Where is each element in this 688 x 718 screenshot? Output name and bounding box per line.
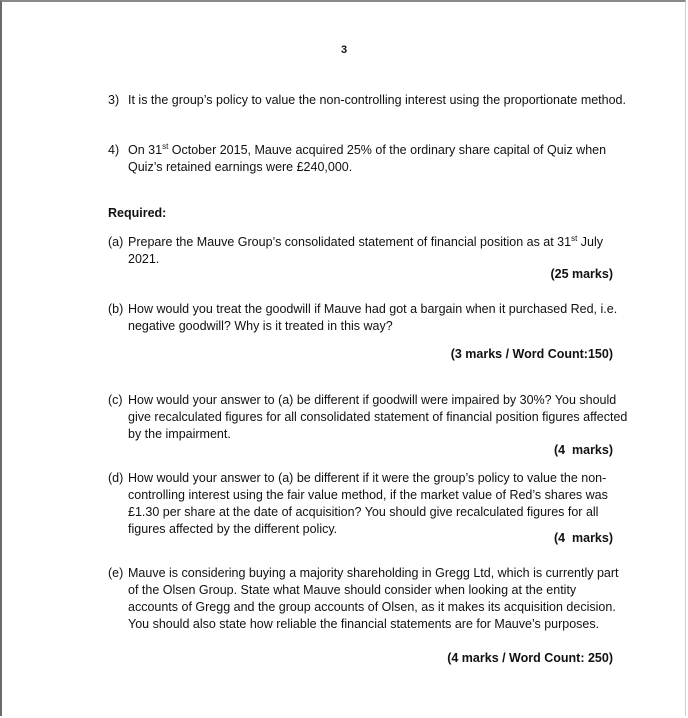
question-c bbox=[108, 392, 628, 443]
marks-e: (4 marks / Word Count: 250) bbox=[447, 651, 613, 665]
note-3 bbox=[108, 92, 628, 109]
question-label: (d) bbox=[108, 471, 124, 485]
note-text: It is the group’s policy to value the non-controlling interest using the proportionate method. bbox=[128, 93, 626, 107]
question-label: (c) bbox=[108, 393, 123, 407]
note-text: On 31st October 2015, Mauve acquired 25% of the ordinary share capital of Quiz when Quiz’s retained earnings were £240,000. bbox=[128, 142, 607, 174]
question-label: (a) bbox=[108, 235, 124, 249]
marks-c: (4 marks) bbox=[553, 443, 613, 457]
required-heading: Required: bbox=[108, 206, 167, 220]
question-d bbox=[108, 470, 628, 538]
question-label: (b) bbox=[108, 302, 124, 316]
page-number: 3 bbox=[340, 44, 348, 56]
question-e bbox=[108, 565, 628, 633]
question-a bbox=[108, 234, 628, 268]
question-label: (e) bbox=[108, 566, 124, 580]
question-text: How would your answer to (a) be different if goodwill were impaired by 30%? You should give recalculated figures for all consolidated statement of financial position figures affected by the impairment. bbox=[128, 393, 628, 441]
question-text: How would your answer to (a) be different if it were the group’s policy to value the non-controlling interest using the fair value method, if the market value of Red’s shares was £1.30 per share at the date of acquisition? You should give recalculated figures for all figures affected by the different policy. bbox=[128, 471, 608, 536]
marks-a: (25 marks) bbox=[550, 267, 613, 281]
note-number: 4) bbox=[108, 143, 120, 157]
note-4 bbox=[108, 142, 628, 176]
marks-b: (3 marks / Word Count:150) bbox=[450, 347, 613, 361]
question-b bbox=[108, 301, 628, 335]
marks-d: (4 marks) bbox=[553, 531, 613, 545]
question-text: Mauve is considering buying a majority shareholding in Gregg Ltd, which is currently part of the Olsen Group. State what Mauve should consider when looking at the entity accounts of Gregg and the group accounts of Olsen, as it makes its acquisition decision. You should also state how reliable the financial statements are for Mauve’s purposes. bbox=[128, 566, 619, 631]
question-text: Prepare the Mauve Group’s consolidated statement of financial position as at 31st July 2021. bbox=[128, 234, 604, 266]
note-number: 3) bbox=[108, 93, 120, 107]
question-text: How would you treat the goodwill if Mauve had got a bargain when it purchased Red, i.e. negative goodwill? Why is it treated in this way? bbox=[128, 302, 618, 333]
